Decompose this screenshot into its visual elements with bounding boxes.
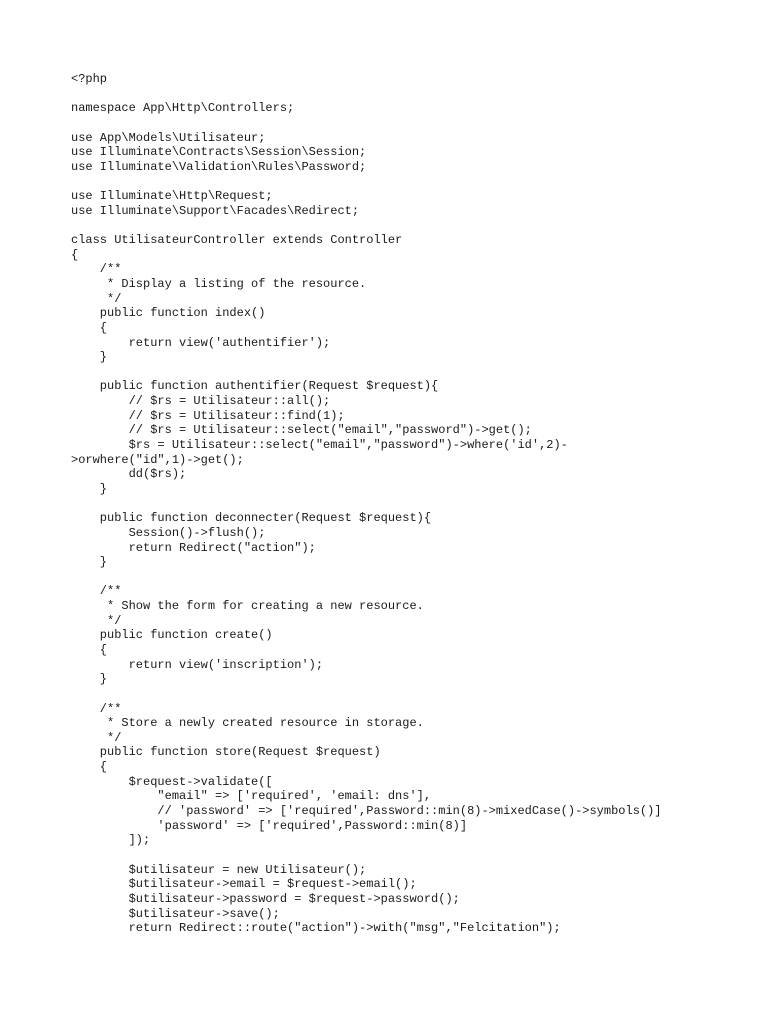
code-line: {	[71, 247, 79, 262]
code-line: use Illuminate\Contracts\Session\Session;	[71, 145, 367, 160]
code-line: $utilisateur->save();	[71, 906, 280, 921]
code-line: public function authentifier(Request $request){	[71, 379, 439, 394]
code-line: use Illuminate\Support\Facades\Redirect;	[71, 203, 360, 218]
code-line: use Illuminate\Validation\Rules\Password;	[71, 159, 367, 174]
code-line: */	[71, 730, 122, 745]
code-line	[71, 687, 662, 702]
code-line: /**	[71, 701, 122, 716]
code-line: }	[71, 555, 108, 570]
code-line: * Show the form for creating a new resource.	[71, 599, 424, 614]
code-line: namespace App\Http\Controllers;	[71, 101, 295, 116]
code-line: $request->validate([	[71, 774, 273, 789]
code-line: return Redirect("action");	[71, 540, 316, 555]
code-line: // 'password' => ['required',Password::min(8)->mixedCase()->symbols()]	[71, 804, 662, 819]
code-line	[71, 218, 662, 233]
code-line: dd($rs);	[71, 467, 187, 482]
code-line: "email" => ['required', 'email: dns'],	[71, 789, 432, 804]
code-line: /**	[71, 262, 122, 277]
code-line: ]);	[71, 833, 151, 848]
code-line	[71, 848, 662, 863]
code-line: // $rs = Utilisateur::find(1);	[71, 408, 345, 423]
code-line: }	[71, 350, 108, 365]
code-line: $rs = Utilisateur::select("email","password")->where('id',2)-	[71, 438, 568, 453]
code-line: public function index()	[71, 306, 266, 321]
code-line: // $rs = Utilisateur::select("email","password")->get();	[71, 423, 532, 438]
code-line	[71, 497, 662, 512]
code-line: $utilisateur = new Utilisateur();	[71, 862, 367, 877]
code-line: Session()->flush();	[71, 525, 266, 540]
code-line: {	[71, 760, 108, 775]
code-line: 'password' => ['required',Password::min(8)]	[71, 818, 468, 833]
code-line: use App\Models\Utilisateur;	[71, 130, 266, 145]
code-line	[71, 174, 662, 189]
code-line	[71, 570, 662, 585]
code-line: class UtilisateurController extends Controller	[71, 233, 403, 248]
code-line: $utilisateur->password = $request->password();	[71, 891, 460, 906]
code-line: public function store(Request $request)	[71, 745, 381, 760]
code-line: {	[71, 642, 108, 657]
code-line: return Redirect::route("action")->with("msg","Felcitation");	[71, 921, 561, 936]
code-line: }	[71, 481, 108, 496]
code-line	[71, 87, 662, 102]
code-line: <?php	[71, 72, 108, 86]
code-line: use Illuminate\Http\Request;	[71, 189, 273, 204]
code-line: /**	[71, 584, 122, 599]
code-line: return view('inscription');	[71, 657, 324, 672]
code-line: // $rs = Utilisateur::all();	[71, 394, 331, 409]
code-line: $utilisateur->email = $request->email();	[71, 877, 417, 892]
code-line: return view('authentifier');	[71, 335, 331, 350]
code-block	[71, 72, 662, 936]
code-line: public function deconnecter(Request $request){	[71, 511, 432, 526]
code-line: * Store a newly created resource in storage.	[71, 716, 424, 731]
code-line	[71, 116, 662, 131]
code-line: >orwhere("id",1)->get();	[71, 452, 244, 467]
code-line: {	[71, 320, 108, 335]
code-line: public function create()	[71, 628, 273, 643]
code-line: }	[71, 672, 108, 687]
code-line	[71, 365, 662, 380]
code-line: * Display a listing of the resource.	[71, 276, 367, 291]
code-line: */	[71, 291, 122, 306]
code-line: */	[71, 613, 122, 628]
